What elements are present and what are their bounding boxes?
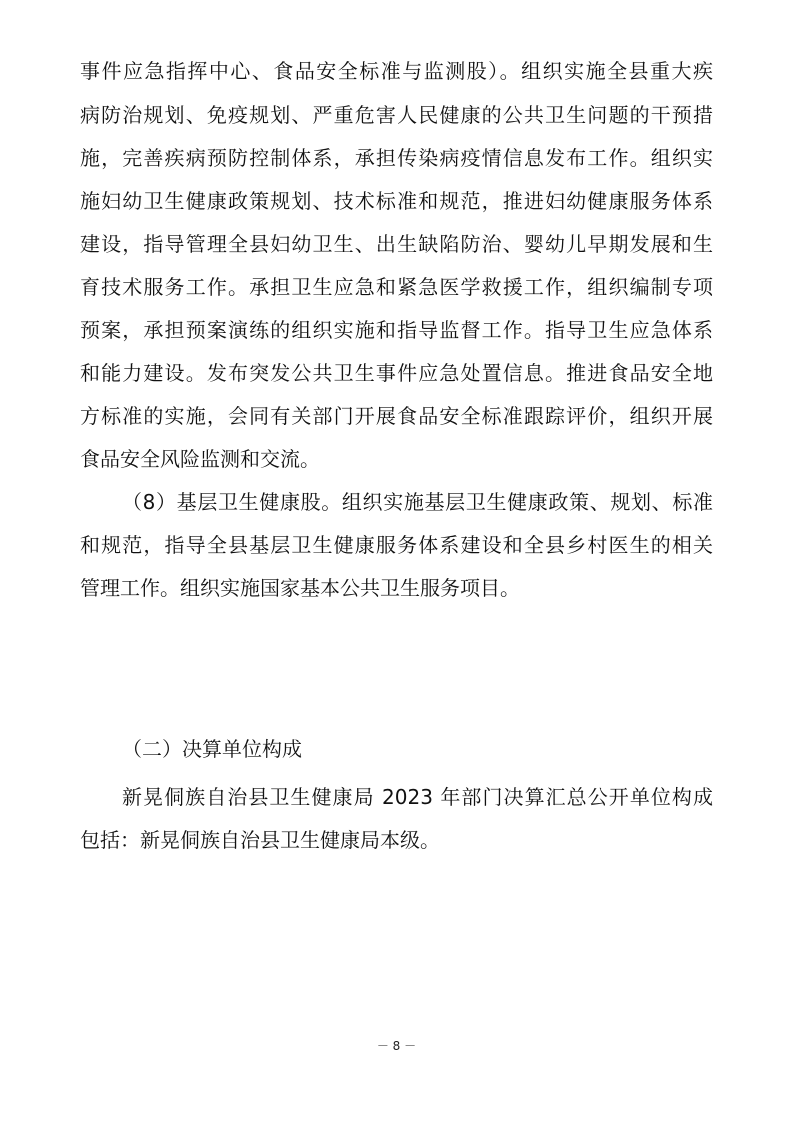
paragraph-2-line: （8）基层卫生健康股。组织实施基层卫生健康政策、规划、标准 — [122, 490, 713, 514]
paragraph-1-line: 预案，承担预案演练的组织实施和指导监督工作。指导卫生应急体系 — [80, 318, 713, 342]
paragraph-1-line: 病防治规划、免疫规划、严重危害人民健康的公共卫生问题的干预措 — [80, 103, 713, 127]
paragraph-1-line: 方标准的实施，会同有关部门开展食品安全标准跟踪评价，组织开展 — [80, 404, 713, 428]
paragraph-3-line: 新晃侗族自治县卫生健康局 2023 年部门决算汇总公开单位构成 — [122, 785, 713, 809]
paragraph-1-line: 育技术服务工作。承担卫生应急和紧急医学救援工作，组织编制专项 — [80, 275, 713, 299]
paragraph-2-line: 和规范，指导全县基层卫生健康服务体系建设和全县乡村医生的相关 — [80, 533, 713, 557]
paragraph-1-line: 和能力建设。发布突发公共卫生事件应急处置信息。推进食品安全地 — [80, 361, 713, 385]
paragraph-1-line: 施妇幼卫生健康政策规划、技术标准和规范，推进妇幼健康服务体系 — [80, 189, 713, 213]
paragraph-3-line: 包括：新晃侗族自治县卫生健康局本级。 — [80, 828, 440, 852]
paragraph-1-line: 食品安全风险监测和交流。 — [80, 447, 320, 471]
paragraph-1-line: 施，完善疾病预防控制体系，承担传染病疫情信息发布工作。组织实 — [80, 146, 713, 170]
paragraph-2-line: 管理工作。组织实施国家基本公共卫生服务项目。 — [80, 576, 520, 600]
paragraph-1-line: 建设，指导管理全县妇幼卫生、出生缺陷防治、婴幼儿早期发展和生 — [80, 232, 713, 256]
section-heading: （二）决算单位构成 — [122, 737, 302, 761]
paragraph-1-line: 事件应急指挥中心、食品安全标准与监测股）。组织实施全县重大疾 — [80, 59, 713, 83]
page-number: － 8 － — [376, 1039, 417, 1053]
